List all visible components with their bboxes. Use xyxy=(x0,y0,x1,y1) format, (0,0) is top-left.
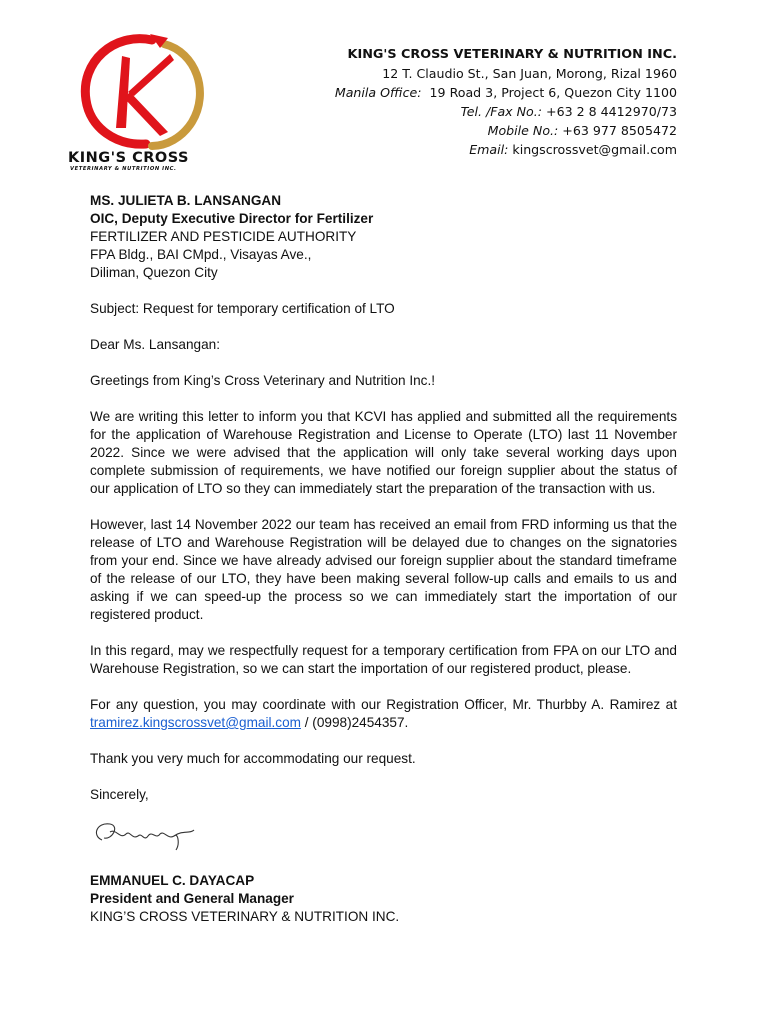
logo-name: KING'S CROSS xyxy=(68,150,189,166)
company-address: 12 T. Claudio St., San Juan, Morong, Rizal 1960 xyxy=(382,66,677,81)
tel-line xyxy=(335,102,677,121)
sender-company: KING’S CROSS VETERINARY & NUTRITION INC. xyxy=(90,909,400,924)
letter-body xyxy=(90,192,677,944)
company-name: KING'S CROSS VETERINARY & NUTRITION INC. xyxy=(347,47,677,62)
sender-block xyxy=(90,872,677,926)
mobile-value: +63 977 8505472 xyxy=(562,123,677,138)
mobile-line xyxy=(335,121,677,140)
recipient-title: OIC, Deputy Executive Director for Fertilizer xyxy=(90,211,374,226)
recipient-address-2: Diliman, Quezon City xyxy=(90,265,218,280)
recipient-org: FERTILIZER AND PESTICIDE AUTHORITY xyxy=(90,229,357,244)
manila-office-label: Manila Office: xyxy=(334,85,422,100)
signature-icon xyxy=(90,806,210,856)
salutation: Dear Ms. Lansangan: xyxy=(90,337,220,352)
paragraph-4 xyxy=(90,696,677,732)
email-value: kingscrossvet@gmail.com xyxy=(512,142,677,157)
closing: Sincerely, xyxy=(90,787,149,802)
email-line xyxy=(335,140,677,159)
manila-office-address: 19 Road 3, Project 6, Quezon City 1100 xyxy=(429,85,677,100)
paragraph-3: In this regard, may we respectfully request for a temporary certification from FPA on our LTO and Warehouse Registration, so we can start the importation of our registered product, please. xyxy=(90,643,677,676)
company-logo xyxy=(64,28,230,178)
company-header xyxy=(335,45,677,159)
thank-you-line: Thank you very much for accommodating our request. xyxy=(90,751,416,766)
recipient-address-1: FPA Bldg., BAI CMpd., Visayas Ave., xyxy=(90,247,312,262)
paragraph-4-text: For any question, you may coordinate with our Registration Officer, Mr. Thurbby A. Ramirez at xyxy=(90,697,677,712)
paragraph-1: We are writing this letter to inform you that KCVI has applied and submitted all the requirements for the application of Warehouse Registration and License to Operate (LTO) last 11 November 2022. Since we were advised that the application will only take several working days upon complete submission of requirements, we have notified our foreign supplier about the status of our application of LTO so they can immediately start the preparation of the transaction with us. xyxy=(90,409,677,496)
mobile-label: Mobile No.: xyxy=(487,123,559,138)
subject-line: Subject: Request for temporary certification of LTO xyxy=(90,301,395,316)
logo-tagline: VETERINARY & NUTRITION INC. xyxy=(70,166,177,172)
logo-emblem-icon xyxy=(64,28,230,152)
officer-email-link[interactable]: tramirez.kingscrossvet@gmail.com xyxy=(90,715,301,730)
recipient-block xyxy=(90,192,677,282)
greeting: Greetings from King’s Cross Veterinary and Nutrition Inc.! xyxy=(90,373,436,388)
paragraph-2: However, last 14 November 2022 our team has received an email from FRD informing us that the release of LTO and Warehouse Registration will be delayed due to changes on the signatories from your end. Since we have already advised our foreign supplier about the standard timeframe of the release of our LTO, they have been making several follow-up calls and emails to us and asking if we can speed-up the process so we can immediately start the importation of our registered product. xyxy=(90,517,677,622)
tel-label: Tel. /Fax No.: xyxy=(460,104,543,119)
sender-title: President and General Manager xyxy=(90,891,294,906)
officer-phone: / (0998)2454357. xyxy=(300,715,409,730)
sender-name: EMMANUEL C. DAYACAP xyxy=(90,873,255,888)
recipient-name: MS. JULIETA B. LANSANGAN xyxy=(90,193,282,208)
email-label: Email: xyxy=(469,142,509,157)
tel-value: +63 2 8 4412970/73 xyxy=(546,104,677,119)
manila-office-line xyxy=(335,83,677,102)
signature xyxy=(90,806,677,856)
